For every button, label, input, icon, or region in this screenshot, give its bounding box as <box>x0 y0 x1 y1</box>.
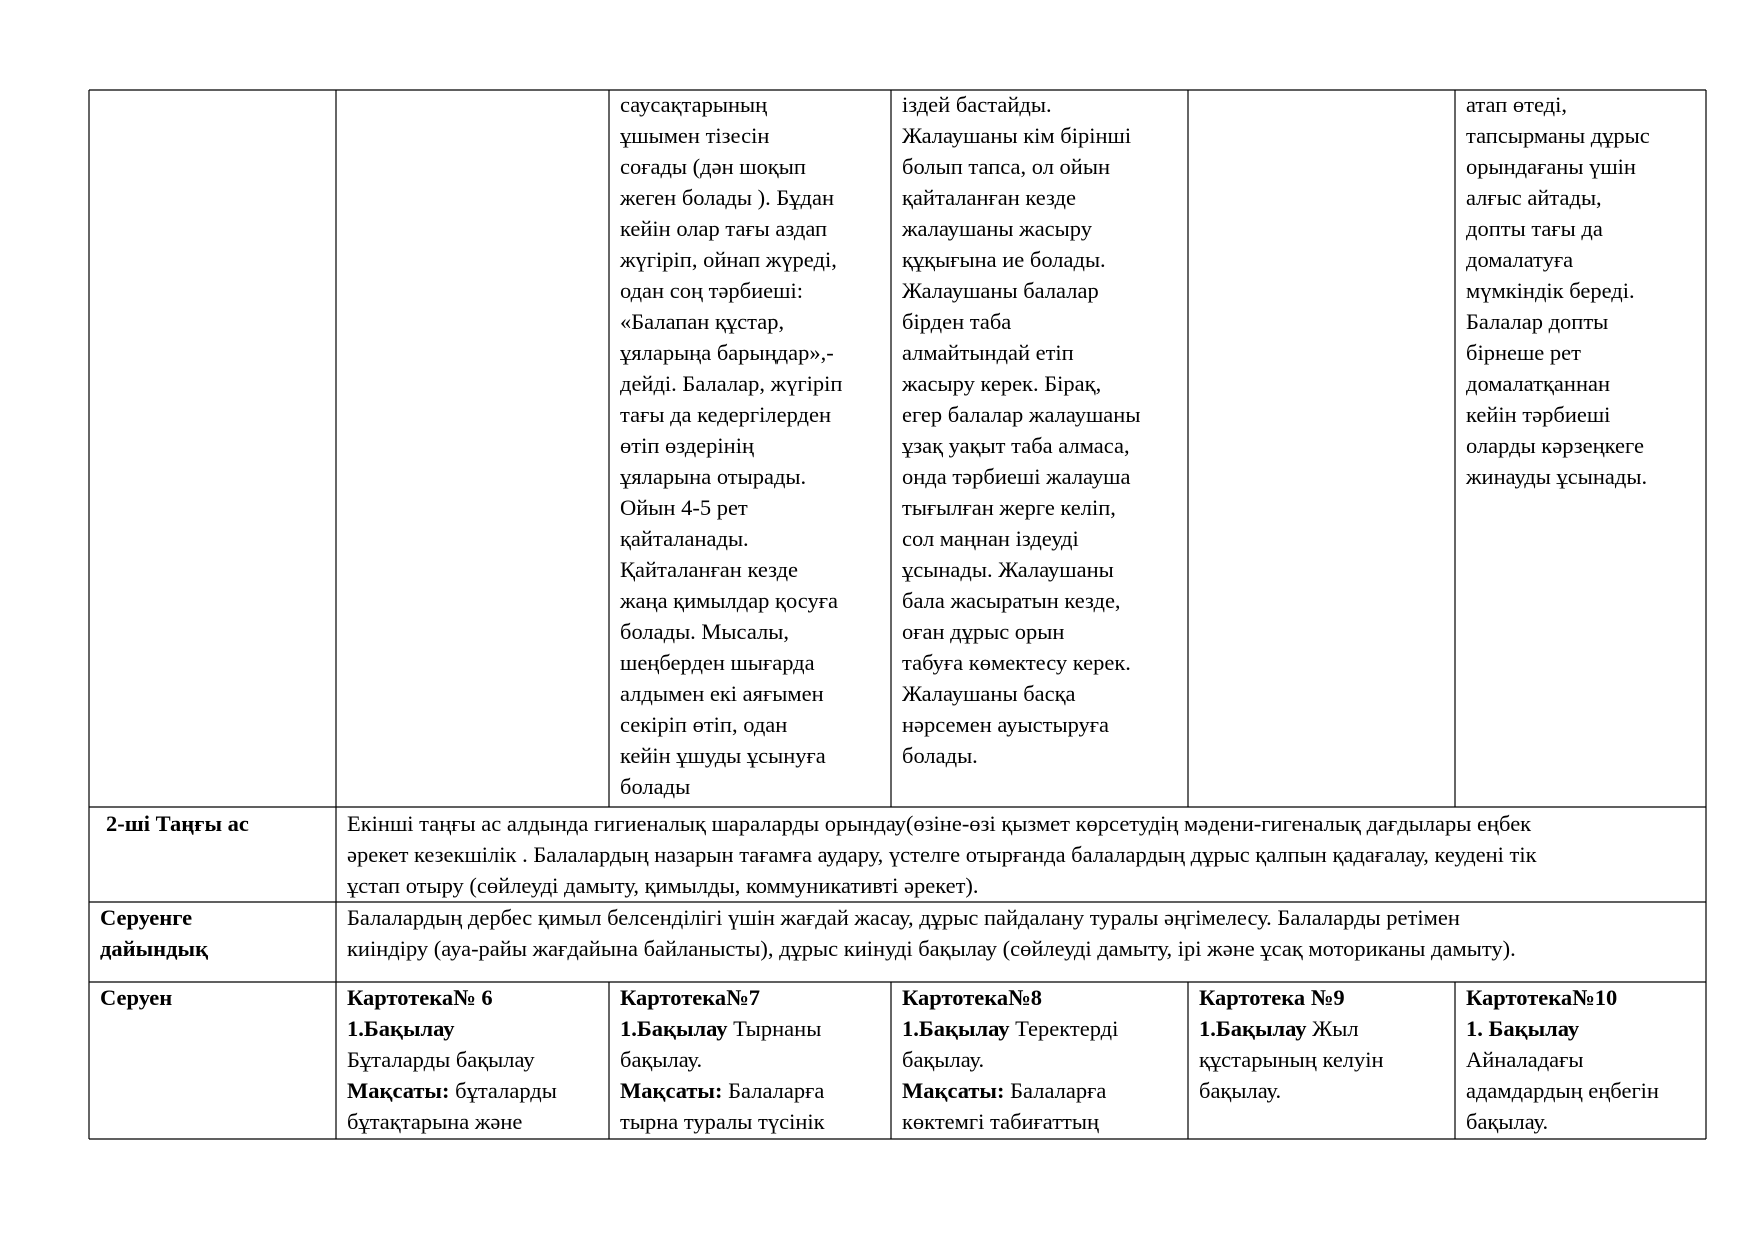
card-goal-more: тырна туралы түсінік <box>620 1109 825 1134</box>
card-observation-label: 1. Бақылау <box>1466 1016 1580 1041</box>
walk-prep-line-1: Балалардың дербес қимыл белсенділігі үшін жағдай жасау, дұрыс пайдалану туралы әңгімелесу. Балаларды ретімен <box>347 905 1460 930</box>
breakfast2-line-1: Екінші таңғы ас алдында гигиеналық шараларды орындау(өзіне-өзі қызмет көрсетудің мәдени-гигеналық дағдылары еңбек <box>347 811 1532 836</box>
game-description-col4: іздей бастайды. Жалаушаны кім бірінші болып тапса, ол ойын қайталанған кезде жалаушаны жасыру құқығына ие болады. Жалаушаны балалар бірден таба алмайтындай етіп жасыру керек. Бірақ, егер балалар жалаушаны ұзақ уақыт таба алмаса, онда тәрбиеші жалауша тығылған жерге келіп, сол маңнан іздеуді ұсынады. Жалаушаны бала жасыратын кезде, оған дұрыс орын табуға көмектесу керек. Жалаушаны басқа нәрсемен ауыстыруға болады. <box>902 92 1141 768</box>
breakfast2-label: 2-ші Таңғы ас <box>106 811 249 836</box>
card-line: Бұталарды бақылау <box>347 1047 535 1072</box>
card-observation-rest: Тырнаны <box>727 1016 822 1041</box>
card-observation-rest: Теректерді <box>1009 1016 1119 1041</box>
walk-label: Серуен <box>100 985 173 1010</box>
card-title: Картотека№7 <box>620 985 760 1010</box>
walk-card-5 <box>1466 982 1704 1137</box>
card-title: Картотека№10 <box>1466 985 1618 1010</box>
walk-card-3 <box>902 982 1184 1137</box>
card-goal-text: бұталарды <box>449 1078 557 1103</box>
card-title: Картотека №9 <box>1199 985 1345 1010</box>
walk-card-1 <box>347 982 605 1137</box>
game-description-col3: саусақтарының ұшымен тізесін соғады (дән шоқып жеген болады ). Бұдан кейін олар тағы аздап жүгіріп, ойнап жүреді, одан соң тәрбиеші: «Балапан құстар, ұяларыңа барыңдар»,- дейді. Балалар, жүгіріп тағы да кедергілерден өтіп өздерінің ұяларына отырады. Ойын 4-5 рет қайталанады. Қайталанған кезде жаңа қимылдар қосуға болады. Мысалы, шеңберден шығарда алдымен екі аяғымен секіріп өтіп, одан кейін ұшуды ұсынуға болады <box>620 92 843 799</box>
breakfast2-text <box>347 808 1702 901</box>
card-line: адамдардың еңбегін <box>1466 1078 1659 1103</box>
walk-prep-line-2: киіндіру (ауа-райы жағдайына байланысты), дұрыс киінуді бақылау (сөйлеуді дамыту, ірі және ұсақ моториканы дамыту). <box>347 936 1516 961</box>
card-goal-label: Мақсаты: <box>620 1078 723 1103</box>
card-line: құстарының келуін <box>1199 1047 1384 1072</box>
card-line: бақылау. <box>1466 1109 1549 1134</box>
walk-card-4 <box>1199 982 1451 1106</box>
card-title: Картотека№8 <box>902 985 1042 1010</box>
card-goal-label: Мақсаты: <box>347 1078 450 1103</box>
card-goal-more: көктемгі табиғаттың <box>902 1109 1100 1134</box>
breakfast2-line-3: ұстап отыру (сөйлеуді дамыту, қимылды, коммуникативті әрекет). <box>347 873 979 898</box>
card-goal-text: Балаларға <box>722 1078 825 1103</box>
card-goal-more: бұтақтарына және <box>347 1109 523 1134</box>
walk-prep-label: Серуенге дайындық <box>100 905 209 961</box>
card-goal-text: Балаларға <box>1004 1078 1107 1103</box>
card-goal-label: Мақсаты: <box>902 1078 1005 1103</box>
card-observation-label: 1.Бақылау <box>620 1016 728 1041</box>
card-observation-label: 1.Бақылау <box>1199 1016 1307 1041</box>
card-line: бақылау. <box>620 1047 703 1072</box>
walk-card-2 <box>620 982 888 1137</box>
card-title: Картотека№ 6 <box>347 985 493 1010</box>
game-description-col6: атап өтеді, тапсырманы дұрыс орындағаны үшін алғыс айтады, допты тағы да домалатуға мүмкіндік береді. Балалар допты бірнеше рет домалатқаннан кейін тәрбиеші оларды кәрзеңкеге жинауды ұсынады. <box>1466 92 1650 489</box>
card-line: бақылау. <box>1199 1078 1282 1103</box>
card-line: Айналадағы <box>1466 1047 1584 1072</box>
card-observation-rest: Жыл <box>1306 1016 1359 1041</box>
card-observation-label: 1.Бақылау <box>902 1016 1010 1041</box>
walk-prep-text <box>347 902 1702 964</box>
card-line: бақылау. <box>902 1047 985 1072</box>
card-observation-label: 1.Бақылау <box>347 1016 455 1041</box>
breakfast2-line-2: әрекет кезекшілік . Балалардың назарын тағамға аудару, үстелге отырғанда балалардың дұрыс қалпын қадағалау, кеудені тік <box>347 842 1537 867</box>
